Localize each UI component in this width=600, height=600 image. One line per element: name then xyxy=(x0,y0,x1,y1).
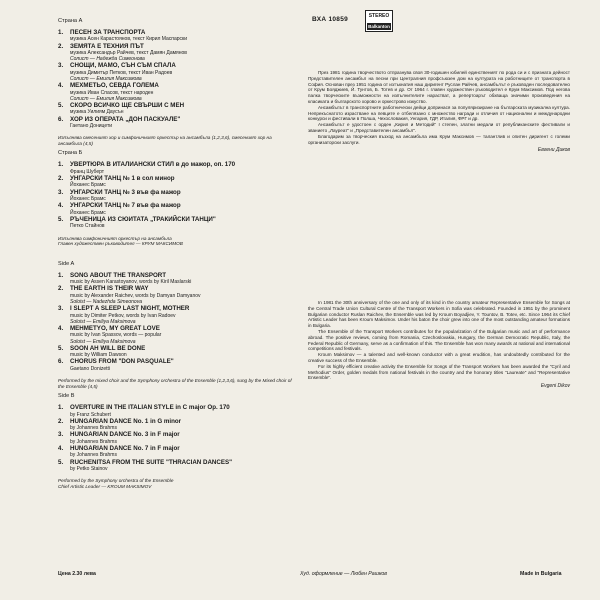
bg-a-track-4 xyxy=(58,82,293,89)
track-number: 6. xyxy=(58,115,64,123)
track-credit: music by Assen Karastoyanov, words by Kiril Maslarski xyxy=(70,279,192,286)
track-title: УВЕРТЮРА В ИТАЛИАНСКИ СТИЛ в до мажор, оп. 170 xyxy=(70,161,236,169)
en-a-track-3 xyxy=(58,305,293,312)
track-credit: музика Димитър Петков, текст Иван Радоев xyxy=(70,69,173,76)
track-title: РЪЧЕНИЦА ИЗ СЮИТАТА „ТРАКИЙСКИ ТАНЦИ" xyxy=(70,215,216,223)
en-side-b-note xyxy=(58,478,293,489)
bg-side-a-label: Страна А xyxy=(58,18,83,24)
track-title: ХОР ИЗ ОПЕРАТА „ДОН ПАСКУАЛЕ" xyxy=(70,115,181,123)
track-credit: Солист — Емилия Максимова xyxy=(70,76,142,83)
bg-a-track-3 xyxy=(58,62,293,69)
bg-a-track-5 xyxy=(58,102,293,109)
track-credit: Йоханес Брамс xyxy=(70,196,106,203)
track-number: 2. xyxy=(58,285,64,293)
track-credit: музика Уилиям Даусън xyxy=(70,109,124,116)
english-liner-notes xyxy=(308,300,570,390)
catalog-number: ВХА 10859 xyxy=(312,16,349,23)
track-credit: Солист — Надежда Симеонова xyxy=(70,56,145,63)
track-number: 4. xyxy=(58,202,64,210)
track-credit: by Petko Stainov xyxy=(70,465,108,472)
track-credit: музика Асен Карастоянов, текст Кирил Маспарски xyxy=(70,36,188,43)
track-title: THE EARTH IS THEIR WAY xyxy=(70,285,149,293)
track-number: 3. xyxy=(58,188,64,196)
track-credit: music by William Dawson xyxy=(70,352,127,359)
bg-side-b-tracks xyxy=(58,161,293,229)
track-credit: music by Dimiter Petkov, words by Ivan Radoev xyxy=(70,312,176,319)
track-number: 1. xyxy=(58,404,64,412)
en-a-track-1 xyxy=(58,272,293,279)
en-side-b-label: Side B xyxy=(58,393,75,400)
logo-bottom-text: Balkanton xyxy=(368,24,390,29)
track-credit: Франц Шуберт xyxy=(70,168,105,175)
track-credit: by Johannes Brahms xyxy=(70,438,117,445)
track-number: 4. xyxy=(58,444,64,452)
track-title: ЗЕМЯТА Е ТЕХНИЯ ПЪТ xyxy=(70,42,144,50)
en-b-track-4 xyxy=(58,445,293,452)
en-b-track-5 xyxy=(58,459,293,466)
track-title: СКОРО ВСИЧКО ЩЕ СВЪРШИ С МЕН xyxy=(70,102,185,110)
track-number: 4. xyxy=(58,324,64,332)
bg-signature: Евгени Диков xyxy=(537,147,570,154)
note-line: Performed by the Symphony orchestra of the Ensemble xyxy=(58,478,174,484)
essay-paragraph: For its highly efficient creative activity the Ensemble for Songs of the Transport Workers has been awarded the "Cyril and Methodius" Order, golden medals from national festivals in the country and the honorary titles "Laureate" and "Representative Ensemble". xyxy=(308,363,570,381)
bg-b-track-3 xyxy=(58,189,293,196)
bg-a-track-1 xyxy=(58,29,293,36)
track-credit: Soloist — Nadezhda Simeonova xyxy=(70,298,142,305)
note-line: Chief Artistic Leader — KROUM MAKSIMOV xyxy=(58,483,152,489)
track-number: 1. xyxy=(58,29,64,36)
track-title: СНОЩИ, МАМО, СЪН СЪМ СПАЛА xyxy=(70,62,176,70)
track-title: HUNGARIAN DANCE No. 7 in F major xyxy=(70,444,180,452)
note-line: Изпълнява симфоничният оркестър на ансамбъла xyxy=(58,235,172,241)
track-title: MEHMETYO, MY GREAT LOVE xyxy=(70,324,160,332)
track-title: УНГАРСКИ ТАНЦ № 1 в сол минор xyxy=(70,175,175,183)
price-label: Цена 2.30 лева xyxy=(58,571,96,577)
track-title: HUNGARIAN DANCE No. 3 in F major xyxy=(70,431,180,439)
track-credit: музика Александър Райчев, текст Дамян Дамянов xyxy=(70,50,187,57)
tracklist-column xyxy=(58,16,293,493)
bulgarian-liner-notes xyxy=(308,70,570,154)
track-title: УНГАРСКИ ТАНЦ № 7 във фа мажор xyxy=(70,202,181,210)
track-number: 5. xyxy=(58,102,64,110)
logo-top-text: STEREO xyxy=(368,13,390,19)
track-number: 5. xyxy=(58,458,64,466)
track-number: 1. xyxy=(58,271,64,279)
essay-paragraph: Благодарим за творческия възход на ансамбъла има Крум Максимов — талантлив и опитен диригент с големи организаторски заслуги. xyxy=(308,133,570,145)
track-title: ПЕСЕН ЗА ТРАНСПОРТА xyxy=(70,29,146,36)
bg-a-track-2 xyxy=(58,43,293,50)
track-title: I SLEPT A SLEEP LAST NIGHT, MOTHER xyxy=(70,305,190,313)
track-number: 2. xyxy=(58,175,64,183)
track-credit: by Johannes Brahms xyxy=(70,452,117,459)
track-title: OVERTURE IN THE ITALIAN STYLE in C major Op. 170 xyxy=(70,404,230,412)
bg-b-track-1 xyxy=(58,161,293,168)
track-number: 1. xyxy=(58,161,64,169)
en-b-track-3 xyxy=(58,431,293,438)
artist-credit: Худ. оформление — Любен Рашков xyxy=(300,571,387,577)
track-title: CHORUS FROM "DON PASQUALE" xyxy=(70,358,174,366)
track-title: УНГАРСКИ ТАНЦ № 3 във фа мажор xyxy=(70,188,181,196)
track-number: 5. xyxy=(58,344,64,352)
track-credit: Йоханес Брамс xyxy=(70,182,106,189)
track-number: 3. xyxy=(58,62,64,70)
track-credit: Солист — Емилия Максимова xyxy=(70,95,142,102)
track-title: SOON AH WILL BE DONE xyxy=(70,344,146,352)
bg-essay-body xyxy=(308,70,570,145)
track-title: RUCHENITSA FROM THE SUITE "THRACIAN DANCES" xyxy=(70,458,233,466)
track-credit: Йоханес Брамс xyxy=(70,209,106,216)
en-a-track-5 xyxy=(58,345,293,352)
track-number: 2. xyxy=(58,417,64,425)
en-a-track-2 xyxy=(58,285,293,292)
en-side-b-tracks xyxy=(58,404,293,472)
track-number: 4. xyxy=(58,82,64,90)
bg-side-b-label: Страна Б xyxy=(58,150,83,157)
track-credit: Gaetano Donizetti xyxy=(70,365,111,372)
en-a-track-4 xyxy=(58,325,293,332)
en-b-track-1 xyxy=(58,404,293,411)
essay-paragraph: През 1981 година творчеството отпразнува своя 30-годишен юбилей единственият по рода си и с призната дейност Представителен ансамбъл на песни при Централния профсъюзен дом на културата на работниците от транспорта в София. Основан през 1951 година от изтъкнатия наш диригент Руслан Райчев, ансамбълът е ръководен последователно от Крум Бояджиев, Й. Тунтов, Б. Тотев и др. От 1964 г. главен художествен ръководител е Крум Максимов. Под негова палка творческите възможности на изпълнителите нарастват, а репертоарът обхваща значими произведения на класиката и българското хорово и оркестрово изкуство. xyxy=(308,70,570,104)
essay-paragraph: The Ensemble of the Transport Workers contributes for the popularization of the Bulgarian music and art of performance abroad. The positive reviews, coming from Romania, Czechoslovakia, Hungary, the German Democratic Republic, Italy, the Federal Republic of Germany, serve as a confirmation of this. The Ensemble has won many awards at national and international competitions and festivals. xyxy=(308,328,570,352)
track-credit: Петко Стайнов xyxy=(70,223,105,230)
essay-paragraph: Kroum Maksimov — a talented and well-known conductor with a great erudition, has undoubtedly contributed for the creative success of the Ensemble. xyxy=(308,352,570,363)
track-number: 3. xyxy=(58,305,64,313)
bg-side-b-note xyxy=(58,236,293,247)
track-title: МЕХМЕТЬО, СЕВДА ГОЛЕМА xyxy=(70,82,159,90)
track-number: 6. xyxy=(58,358,64,366)
track-title: HUNGARIAN DANCE No. 1 in G minor xyxy=(70,417,182,425)
en-essay-body xyxy=(308,300,570,381)
track-number: 5. xyxy=(58,215,64,223)
track-credit: music by Alexander Raichev, words by Damyan Damyanov xyxy=(70,292,201,299)
bg-a-track-6 xyxy=(58,116,293,123)
bg-side-a-note: Изпълнява смесеният хор и симфоничният оркестър на ансамбъла (1,2,3,6), смесеният хор на ансамбъла (4,5) xyxy=(58,135,272,146)
balkanton-logo xyxy=(365,10,393,32)
en-b-track-2 xyxy=(58,418,293,425)
track-credit: by Franz Schubert xyxy=(70,411,111,418)
en-side-a-note: Performed by the mixed choir and the Symphony orchestra of the Ensemble (1,2,3,6), sung by the Mixed choir of the Ensemble (4,5) xyxy=(58,377,292,389)
essay-paragraph: Ансамбълът в транспортните работнически дейци допринася за популяризиране на българската музикална култура. Непрекъснатото израстване на певците е отбелязано с множество награди и отличия от национални и международни конкурси и фестивали в Полша, Чехословакия, Унгария, ГДР, Италия, ФРГ и др. xyxy=(308,104,570,122)
track-number: 3. xyxy=(58,431,64,439)
bg-b-track-4 xyxy=(58,202,293,209)
track-credit: Soloist — Emiliya Maksimova xyxy=(70,338,136,345)
essay-paragraph: Ансамбълът е удостоен с орден „Кирил и Методий" I степен, златни медали от републиканските фестивали и званието „Лауреат" и „Представителен ансамбъл". xyxy=(308,122,570,133)
en-side-a-tracks xyxy=(58,272,293,372)
note-line: Главен художествен ръководител — КРУМ МАКСИМОВ xyxy=(58,241,183,247)
track-credit: Гаетано Доницети xyxy=(70,123,113,130)
track-number: 2. xyxy=(58,42,64,50)
track-credit: by Johannes Brahms xyxy=(70,425,117,432)
track-credit: music by Ivan Spassov, words — popular xyxy=(70,332,162,339)
track-credit: Soloist — Emiliya Maksimova xyxy=(70,318,136,325)
made-in-label: Made in Bulgaria xyxy=(520,571,562,577)
en-signature: Evgeni Dikov xyxy=(540,383,570,390)
en-side-a-label: Side A xyxy=(58,260,75,267)
bg-side-a-tracks xyxy=(58,29,293,129)
track-title: SONG ABOUT THE TRANSPORT xyxy=(70,271,167,279)
track-credit: музика Иван Спасов, текст народен xyxy=(70,89,154,96)
essay-paragraph: In 1981 the 30th anniversary of the one and only of its kind in the country amateur Representative Ensemble for Songs at the Central Trade Union Cultural Centre of the Transport Workers in Sofia was celebrated. Founded in 1951 by the prominent Bulgarian conductor Ruslan Raichev, the Ensemble was led by Kroum Boyadjiev, Y. Tountov, B. Totev, etc. Since 1964 its Chief Artistic Leader has been Kroum Maksimov. Under his baton the choir grew into one of the most outstanding amateur formations in Bulgaria. xyxy=(308,300,570,329)
en-a-track-6 xyxy=(58,358,293,365)
